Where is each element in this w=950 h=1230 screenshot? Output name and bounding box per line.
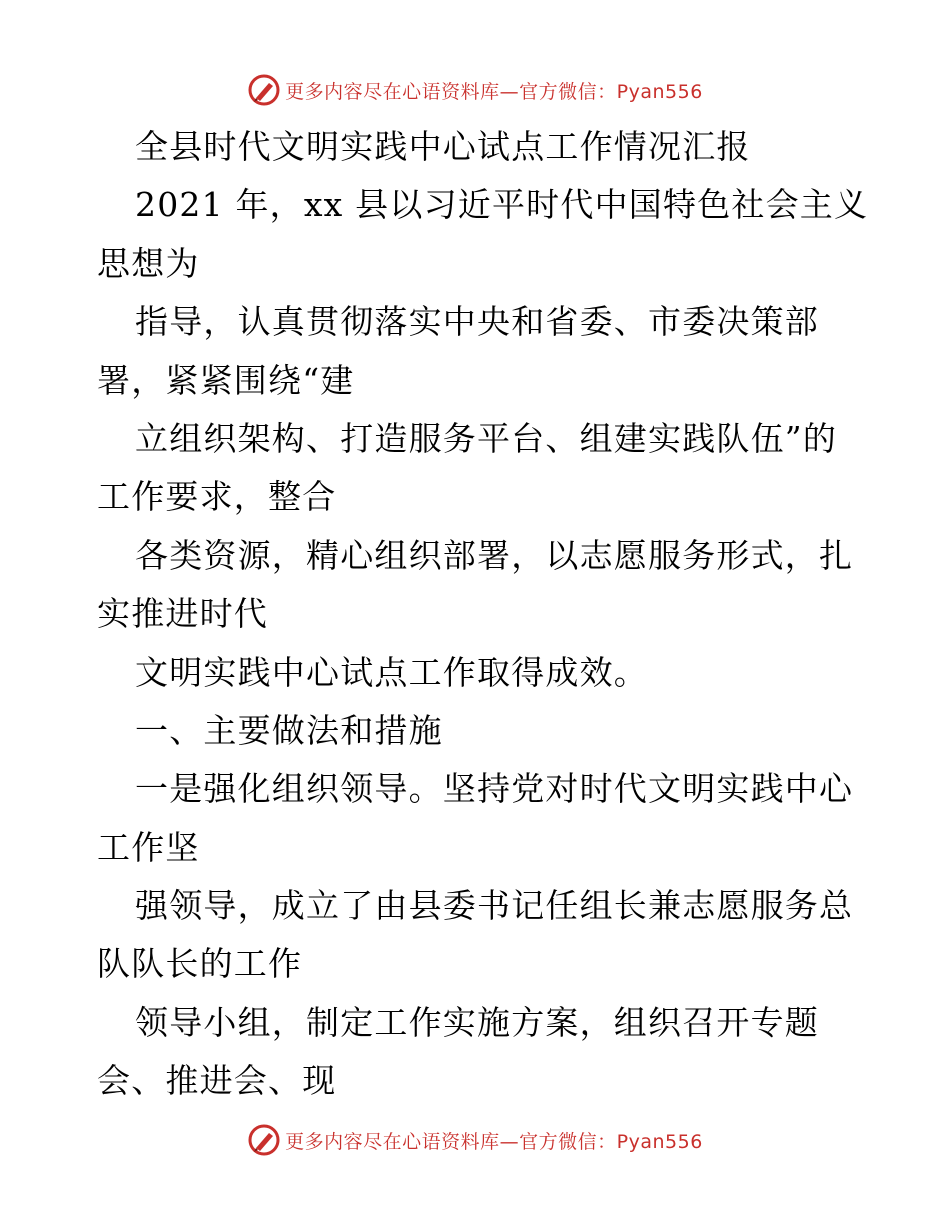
text-line: 署，紧紧围绕“建 [97,360,355,400]
text-line: 工作坚 [97,827,200,867]
text-line: 会、推进会、现 [97,1061,337,1101]
text-line: 全县时代文明实践中心试点工作情况汇报 [135,127,751,166]
text-line: 立组织架构、打造服务平台、组建实践队伍”的 [135,418,838,458]
watermark-text: 更多内容尽在心语资料库—官方微信：Pyan556 [285,80,703,103]
text-line: 思想为 [97,243,200,283]
text-line: 2021 年，xx 县以习近平时代中国特色社会主义 [135,185,869,225]
text-line: 工作要求，整合 [97,477,337,517]
text-line: 队队长的工作 [97,944,303,984]
pen-logo-icon [247,73,281,107]
text-line: 各类资源，精心组织部署，以志愿服务形式，扎 [135,535,854,575]
pen-logo-icon [247,1123,281,1157]
text-line: 文明实践中心试点工作取得成效。 [135,652,648,692]
footer-watermark [0,1120,950,1160]
header-watermark [0,70,950,110]
document-body [97,118,869,1111]
text-line: 领导小组，制定工作实施方案，组织召开专题 [135,1002,819,1042]
watermark-text: 更多内容尽在心语资料库—官方微信：Pyan556 [285,1130,703,1153]
text-line: 实推进时代 [97,594,268,634]
text-line: 一、主要做法和措施 [135,710,443,750]
text-line: 指导，认真贯彻落实中央和省委、市委决策部 [135,302,819,342]
text-line: 强领导，成立了由县委书记任组长兼志愿服务总 [135,886,854,926]
text-line: 一是强化组织领导。坚持党对时代文明实践中心 [135,769,854,809]
